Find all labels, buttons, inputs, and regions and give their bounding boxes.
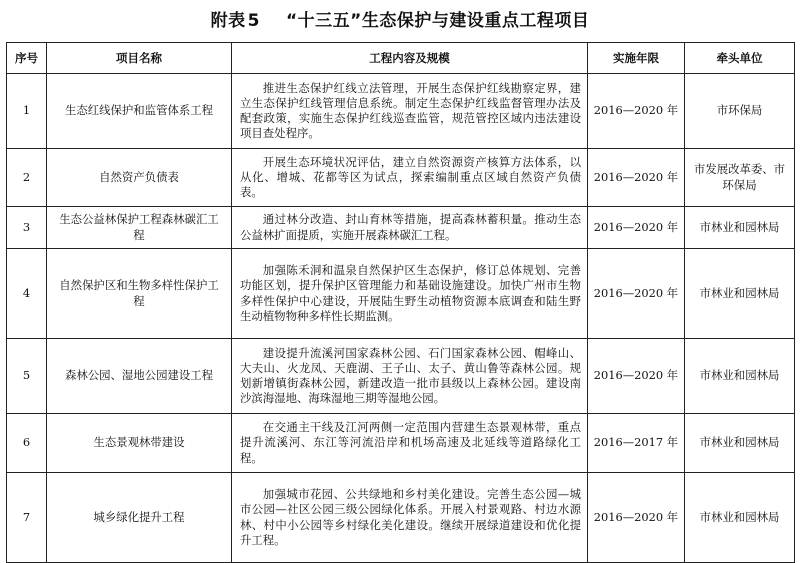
row-years: 2016—2020 年 xyxy=(588,149,685,207)
table-row xyxy=(7,149,795,207)
row-name: 生态公益林保护工程森林碳汇工程 xyxy=(47,207,232,249)
page-title xyxy=(0,6,800,31)
table-row xyxy=(7,414,795,473)
row-num: 5 xyxy=(7,339,47,414)
table-row xyxy=(7,339,795,414)
title-prefix: 附表 xyxy=(210,11,246,31)
row-unit: 市林业和园林局 xyxy=(685,414,795,473)
row-years: 2016—2017 年 xyxy=(588,414,685,473)
table-row xyxy=(7,473,795,563)
row-name: 森林公园、湿地公园建设工程 xyxy=(47,339,232,414)
row-num: 3 xyxy=(7,207,47,249)
title-number: 5 xyxy=(247,11,260,31)
row-content: 加强陈禾洞和温泉自然保护区生态保护，修订总体规划、完善功能区划，提升保护区管理能力和基础设施建设。加快广州市生物多样性保护中心建设，开展陆生野生动植物资源本底调查和陆生野生动植物物种多样性长期监测。 xyxy=(232,249,588,339)
row-content: 建设提升流溪河国家森林公园、石门国家森林公园、帽峰山、大夫山、火龙凤、天鹿湖、王子山、太子、黄山鲁等森林公园。规划新增镇街森林公园，新建改造一批市县级以上森林公园。建设南沙滨海湿地、海珠湿地三期等湿地公园。 xyxy=(232,339,588,414)
row-num: 4 xyxy=(7,249,47,339)
row-content: 推进生态保护红线立法管理，开展生态保护红线勘察定界，建立生态保护红线管理信息系统。制定生态保护红线监督管理办法及配套政策，实施生态保护红线巡查监管，规范管控区域内违法建设项目查处程序。 xyxy=(232,74,588,149)
table-row xyxy=(7,249,795,339)
row-unit: 市环保局 xyxy=(685,74,795,149)
row-name: 城乡绿化提升工程 xyxy=(47,473,232,563)
row-num: 7 xyxy=(7,473,47,563)
row-num: 1 xyxy=(7,74,47,149)
header-num: 序号 xyxy=(7,43,47,74)
row-name: 自然保护区和生物多样性保护工程 xyxy=(47,249,232,339)
row-years: 2016—2020 年 xyxy=(588,249,685,339)
row-content: 在交通主干线及江河两侧一定范围内营建生态景观林带，重点提升流溪河、东江等河流沿岸和机场高速及北延线等道路绿化工程。 xyxy=(232,414,588,473)
row-name: 生态景观林带建设 xyxy=(47,414,232,473)
row-unit: 市发展改革委、市环保局 xyxy=(685,149,795,207)
row-years: 2016—2020 年 xyxy=(588,339,685,414)
row-unit: 市林业和园林局 xyxy=(685,207,795,249)
title-text: “十三五”生态保护与建设重点工程项目 xyxy=(285,11,590,31)
row-years: 2016—2020 年 xyxy=(588,74,685,149)
table-row xyxy=(7,207,795,249)
table-row xyxy=(7,74,795,149)
row-num: 6 xyxy=(7,414,47,473)
row-name: 生态红线保护和监管体系工程 xyxy=(47,74,232,149)
row-num: 2 xyxy=(7,149,47,207)
header-years: 实施年限 xyxy=(588,43,685,74)
row-content: 开展生态环境状况评估，建立自然资源资产核算方法体系，以从化、增城、花都等区为试点，探索编制重点区域自然资产负债表。 xyxy=(232,149,588,207)
row-name: 自然资产负债表 xyxy=(47,149,232,207)
header-name: 项目名称 xyxy=(47,43,232,74)
header-unit: 牵头单位 xyxy=(685,43,795,74)
row-unit: 市林业和园林局 xyxy=(685,473,795,563)
row-unit: 市林业和园林局 xyxy=(685,339,795,414)
row-years: 2016—2020 年 xyxy=(588,473,685,563)
row-content: 加强城市花园、公共绿地和乡村美化建设。完善生态公园—城市公园—社区公园三级公园绿化体系。开展入村景观路、村边水源林、村中小公园等乡村绿化美化建设。继续开展绿道建设和优化提升工程。 xyxy=(232,473,588,563)
table-header-row xyxy=(7,43,795,74)
row-years: 2016—2020 年 xyxy=(588,207,685,249)
row-content: 通过林分改造、封山育林等措施，提高森林蓄积量。推动生态公益林扩面提质，实施开展森林碳汇工程。 xyxy=(232,207,588,249)
header-content: 工程内容及规模 xyxy=(232,43,588,74)
row-unit: 市林业和园林局 xyxy=(685,249,795,339)
projects-table xyxy=(6,42,795,563)
